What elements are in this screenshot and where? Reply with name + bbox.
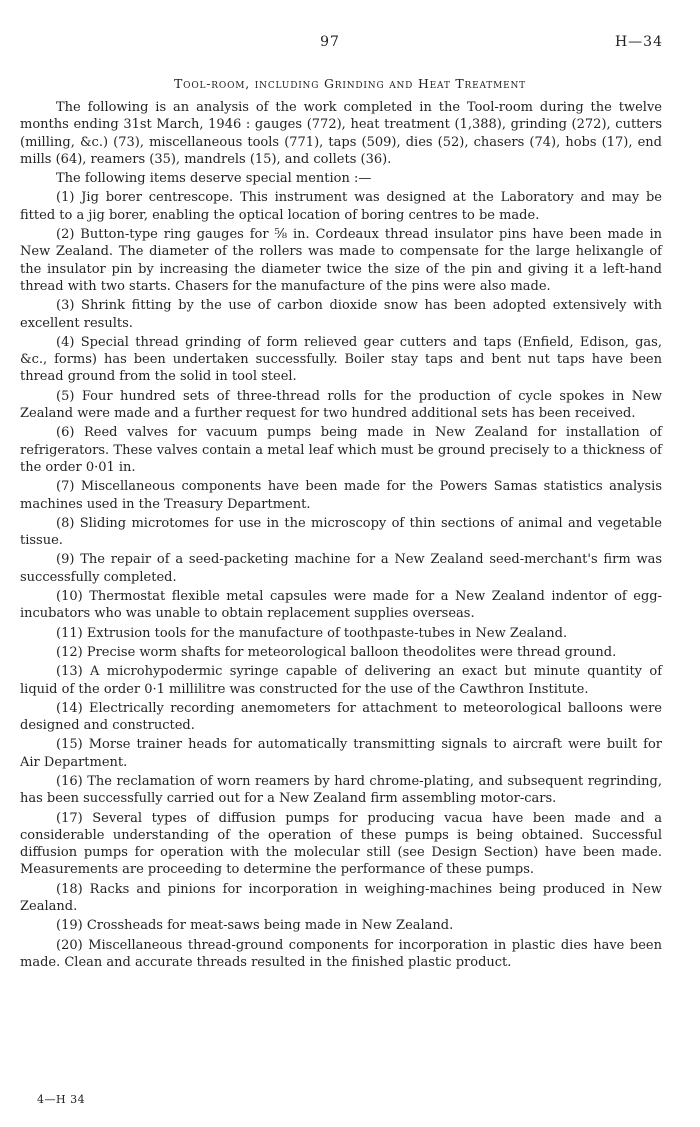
list-item-6: (6) Reed valves for vacuum pumps being made in New Zealand for installation of refrigerators. These valves contain a metal leaf which must be ground precisely to a thickness of the order 0·01 in. <box>20 425 662 475</box>
list-item-13: (13) A microhypodermic syringe capable of delivering an exact but minute quantity of liquid of the order 0·1 millilitre was constructed for the use of the Cawthron Institute. <box>20 664 662 697</box>
paragraph-special-mention: The following items deserve special mention :— <box>56 171 372 187</box>
list-item-2: (2) Button-type ring gauges for ⅝ in. Cordeaux thread insulator pins have been made in New Zealand. The diameter of the rollers was made to compensate for the large helixangle of the insulator pin by increasing the diameter twice the size of the pin and giving it a left-hand thread with two starts. Chasers for the manufacture of the pins were also made. <box>20 227 662 294</box>
list-item-5: (5) Four hundred sets of three-thread rolls for the production of cycle spokes in New Zealand were made and a further request for two hundred additional sets has been received. <box>20 388 662 422</box>
list-item-10: (10) Thermostat flexible metal capsules were made for a New Zealand indentor of egg-incubators who was unable to obtain replacement supplies overseas. <box>20 589 662 622</box>
list-item-4: (4) Special thread grinding of form relieved gear cutters and taps (Enfield, Edison, gas, &c., forms) has been undertaken successfully. Boiler stay taps and bent nut taps have been thread ground from the solid in tool steel. <box>20 334 662 385</box>
list-item-11: (11) Extrusion tools for the manufacture of toothpaste-tubes in New Zealand. <box>56 625 568 641</box>
list-item-1: (1) Jig borer centrescope. This instrument was designed at the Laboratory and may be fitted to a jig borer, enabling the optical location of boring centres to be made. <box>20 190 662 223</box>
list-item-16: (16) The reclamation of worn reamers by hard chrome-plating, and subsequent regrinding, has been successfully carried out for a New Zealand firm assembling motor-cars. <box>20 773 662 807</box>
list-item-9: (9) The repair of a seed-packeting machine for a New Zealand seed-merchant's firm was successfully completed. <box>20 552 662 585</box>
paragraph-intro: The following is an analysis of the work completed in the Tool-room during the twelve months ending 31st March, 1946 : gauges (772), heat treatment (1,388), grinding (272), cutters (milling, &c.) (73), miscellaneous tools (771), taps (509), dies (52), chasers (74), hobs (17), end mills (64), reamers (35), mandrels (15), and collets (36). <box>20 100 662 167</box>
list-item-12: (12) Precise worm shafts for meteorological balloon theodolites were thread ground. <box>56 644 617 660</box>
list-item-18: (18) Racks and pinions for incorporation in weighing-machines being produced in New Zealand. <box>20 881 662 915</box>
list-item-7: (7) Miscellaneous components have been made for the Powers Samas statistics analysis machines used in the Treasury Department. <box>20 479 662 512</box>
list-item-14: (14) Electrically recording anemometers for attachment to meteorological balloons were designed and constructed. <box>20 700 662 734</box>
footer-signature: 4—H 34 <box>37 1093 86 1106</box>
list-item-15: (15) Morse trainer heads for automatically transmitting signals to aircraft were built for Air Department. <box>20 737 662 770</box>
section-heading: Tool-room, including Grinding and Heat Treatment <box>174 76 526 91</box>
list-item-8: (8) Sliding microtomes for use in the microscopy of thin sections of animal and vegetable tissue. <box>20 515 662 549</box>
list-item-20: (20) Miscellaneous thread-ground components for incorporation in plastic dies have been made. Clean and accurate threads resulted in the finished plastic product. <box>20 937 662 970</box>
document-reference: H—34 <box>614 34 663 50</box>
page-number: 97 <box>320 34 340 50</box>
list-item-19: (19) Crossheads for meat-saws being made in New Zealand. <box>56 918 454 934</box>
list-item-17: (17) Several types of diffusion pumps for producing vacua have been made and a considerable understanding of the operation of these pumps is being obtained. Successful diffusion pumps for operation with the molecular still (see Design Section) have been made. Measurements are proceeding to determine the performance of these pumps. <box>20 810 662 878</box>
list-item-3: (3) Shrink fitting by the use of carbon dioxide snow has been adopted extensively with excellent results. <box>20 298 662 331</box>
section-body <box>20 99 662 973</box>
